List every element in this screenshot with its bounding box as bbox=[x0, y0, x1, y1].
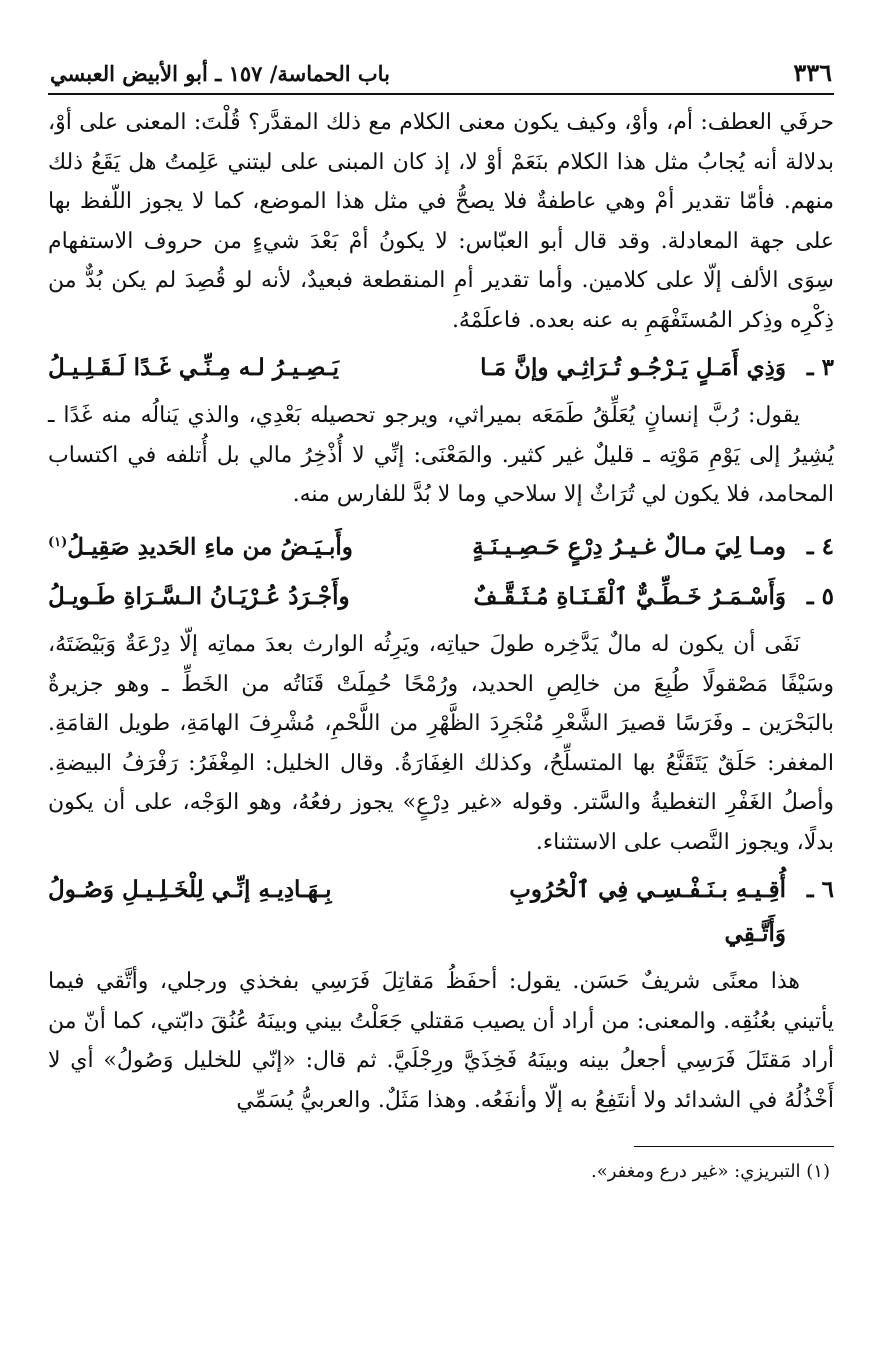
verse-first-hemistich: ومـا لِيَ مـالٌ غـيـرُ دِرْعٍ حَـصِـيـنَـةٍ bbox=[472, 533, 786, 561]
footnote-divider bbox=[634, 1146, 834, 1147]
footnote: (١) التبريزي: «غير درع ومغفر». bbox=[590, 1161, 830, 1183]
commentary-paragraph-4: هذا معنًى شريفٌ حَسَن. يقول: أحفَظُ مَقاتِلَ فَرَسِي بفخذي ورجلي، وأتَّقي فيما يأتيني بعُنُقِه. والمعنى: من أراد أن يصيب مَقتلي جَعَلْتُ بيني وبينَهُ عُنُقَ دابّتي، كما أنّ من أراد مَقتَلَ فَرَسِي أجعلُ بينه وبينَهُ فَخِذَيَّ ورِجْلَيَّ. ثم قال: «إنّي للخليل وَصُولُ» أي لا أَخْذُلُهُ في الشدائد ولا أنتَفِعُ به إلّا وأنفَعُه. وهذا مَثَلٌ. والعربيُّ يُسَمِّي bbox=[48, 969, 834, 1113]
verse-3 bbox=[48, 346, 834, 390]
running-title: باب الحماسة/ ١٥٧ ـ أبو الأبيض العبسي bbox=[50, 61, 390, 86]
verse-6 bbox=[48, 868, 834, 956]
verse-second-hemistich bbox=[48, 521, 446, 570]
book-page bbox=[48, 58, 834, 1187]
verse-number: ٦ ـ bbox=[806, 876, 834, 904]
verse-second-hemistich: بِـهَـادِيـهِ إنِّـي لِلْخَـلِـيـلِ وَصُـولُ bbox=[48, 876, 332, 904]
commentary-paragraph-2: يقول: رُبَّ إنسانٍ يُعَلِّقُ طَمَعَه بميراثي، ويرجو تحصيله بَعْدِي، والذي يَنالُه منه غَدًا ـ يُشِيرُ إلى يَوْمِ مَوْتِه ـ قليلٌ غير كثير. والمَعْنَى: إنِّي لا أُذْخِرُ مالي بل أُتلفه في اكتساب المحامد، فلا يكون لي تُرَاثٌ إلا سلاحي وما لا بُدَّ للفارس منه. bbox=[48, 403, 834, 507]
commentary-paragraph-3: نَفَى أن يكون له مالٌ يَدَّخِره طولَ حياتِه، ويَرِثُه الوارث بعدَ مماتِه إلّا دِرْعَةٌ وَبَيْضَتَهُ، وسَيْفًا مَصْقولًا طُبِعَ من خالِصِ الحديد، ورُمْحًا حُمِلَتْ قَنَاتُه من الخَطِّ ـ وهو جزيرةٌ بالبَحْرَين ـ وفَرَسًا قصيرَ الشَّعْرِ مُنْجَرِدَ الظَّهْرِ من اللَّحْمِ، مُشْرِفَ الهامَةِ، طويل القامَةِ. المغفر: حَلَقٌ يَتَقَنَّعُ بها المتسلِّحُ، وكذلك الغِفَارَةُ. وقال الخليل: المِغْفَرُ: رَفْرَفُ البيضةِ. وأصلُ الغَفْرِ التغطيةُ والسَّتر. وقوله «غير دِرْعٍ» يجوز رفعُهُ، وهو الوَجْه، على أن يكون بدلًا، ويجوز النَّصب على الاستثناء. bbox=[48, 632, 834, 855]
verse-second-text: وأَبـيَـضُ من ماءِ الحَديدِ صَقِيـلُ bbox=[67, 533, 353, 561]
verse-number: ٣ ـ bbox=[806, 354, 834, 381]
commentary-paragraph-1: حرفَي العطف: أم، وأوْ، وكيف يكون معنى الكلام مع ذلك المقدَّر؟ قُلْتَ: المعنى على أوْ، بدلالة أنه يُجابُ مثل هذا الكلام بنَعَمْ أوْ لا، إذ كان المبنى على ليتني عَلِمتُ هل يَقَعُ ذلك منهم. فأمّا تقدير أمْ وهي عاطفةٌ فلا يصحُّ في مثل هذا الموضع، كما لا يجوز اللّفظ بها على جهة المعادلة. وقد قال أبو العبّاس: لا يكونُ أمْ بَعْدَ شيءٍ من حروف الاستفهام سِوَى الألف إلّا على كلامين. وأما تقدير أمِ المنقطعة فبعيدٌ، لأنه لو قُصِدَ لم يكن بُدٌّ من ذِكْرِه وذِكر المُستَفْهَمِ به عنه بعده. فاعلَمْهُ. bbox=[48, 110, 834, 333]
verse-number: ٥ ـ bbox=[806, 583, 834, 611]
verse-number: ٤ ـ bbox=[806, 533, 834, 561]
verse-first-hemistich: وَأَسْـمَـرُ خَـطِّـيٌّ ٱلْقَـنَـاةِ مُـثَـقَّـفٌ bbox=[473, 583, 786, 611]
verse-5 bbox=[48, 575, 834, 619]
verse-second-hemistich: يَـصِـيـرُ لـه مِـنِّـي غَـدًا لَـقَـلِـيـلُ bbox=[48, 354, 340, 381]
verse-second-hemistich: وأَجْـرَدُ عُـرْيَـانُ الـسَّـرَاةِ طَـويـلُ bbox=[48, 583, 350, 611]
footnote-marker: (١) bbox=[48, 534, 68, 550]
verse-4 bbox=[48, 521, 834, 570]
page-header bbox=[48, 58, 834, 95]
verse-first-hemistich: أُقِـيـهِ بـنَـفْـسِـي فِي ٱلْحُرُوبِ وَأَتَّـقِي bbox=[509, 876, 786, 948]
page-number: ٣٣٦ bbox=[793, 58, 832, 87]
verse-first-hemistich: وَذِي أَمَـلٍ يَـرْجُـو تُـرَاثِـي وإنَّ مَـا bbox=[480, 354, 786, 381]
